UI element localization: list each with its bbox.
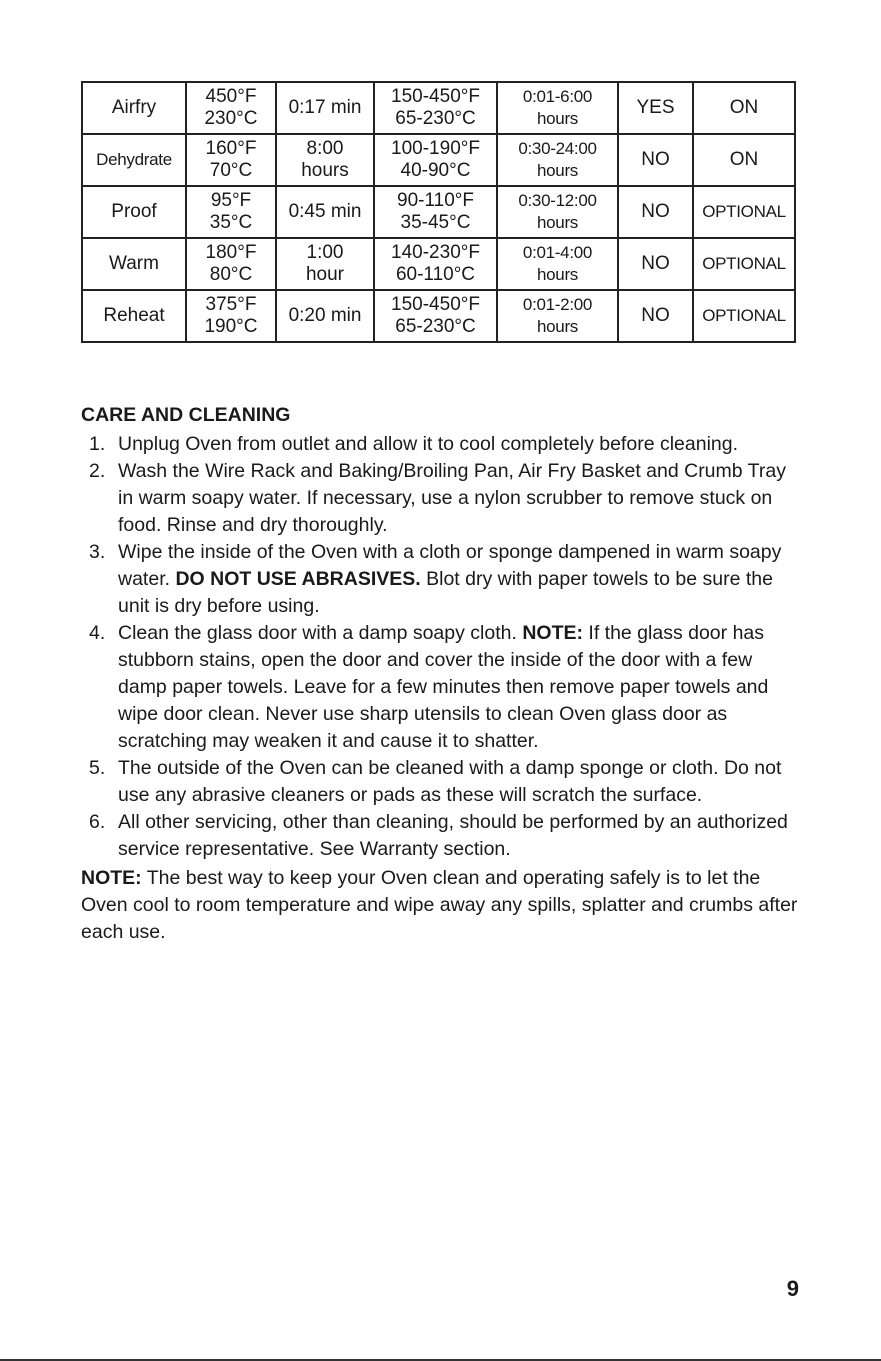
- temp-range-cell-line: 90-110°F: [397, 190, 474, 211]
- function-cell: Reheat: [82, 290, 186, 342]
- function-cell: Dehydrate: [82, 134, 186, 186]
- temp-range-cell: [374, 290, 497, 342]
- step-emphasis: NOTE:: [522, 622, 583, 644]
- care-step: [81, 539, 801, 620]
- time-range-cell-line: hours: [536, 109, 579, 128]
- function-cell: Proof: [82, 186, 186, 238]
- default-temp-cell-line: 160°F: [205, 138, 257, 159]
- default-temp-cell-line: 180°F: [205, 242, 257, 263]
- default-temp-cell-line: 190°C: [204, 316, 258, 337]
- note-label: NOTE:: [81, 867, 142, 889]
- care-note: [81, 865, 801, 946]
- temp-range-cell-line: 100-190°F: [391, 138, 480, 159]
- light-cell: ON: [693, 134, 795, 186]
- care-step: [81, 458, 801, 539]
- temp-range-cell-line: 65-230°C: [395, 316, 476, 337]
- step-number: 6.: [89, 811, 106, 833]
- fan-cell: NO: [618, 290, 693, 342]
- default-temp-cell-line: 95°F: [210, 190, 252, 211]
- section-heading: CARE AND CLEANING: [81, 404, 291, 426]
- default-time-cell-line: 8:00: [306, 138, 344, 159]
- step-text: Wash the Wire Rack and Baking/Broiling Pan, Air Fry Basket and Crumb Tray in warm soapy water. If necessary, use a nylon scrubber to remove stuck on food. Rinse and dry thoroughly.: [118, 460, 786, 536]
- step-emphasis: DO NOT USE ABRASIVES.: [175, 568, 421, 590]
- default-temp-cell: [186, 290, 276, 342]
- default-time-cell: [276, 238, 374, 290]
- time-range-cell: [497, 238, 618, 290]
- fan-cell: YES: [618, 82, 693, 134]
- table-row: [82, 238, 795, 290]
- fan-cell: NO: [618, 186, 693, 238]
- default-temp-cell: [186, 186, 276, 238]
- time-range-cell-line: 0:01-6:00: [522, 87, 593, 106]
- light-cell: OPTIONAL: [693, 238, 795, 290]
- time-range-cell: [497, 82, 618, 134]
- table-row: [82, 186, 795, 238]
- time-range-cell-line: 0:01-4:00: [522, 243, 593, 262]
- light-cell: ON: [693, 82, 795, 134]
- table-row: [82, 290, 795, 342]
- default-time-cell: [276, 82, 374, 134]
- temp-range-cell-line: 140-230°F: [391, 242, 480, 263]
- table-body: [82, 82, 795, 342]
- function-cell: Airfry: [82, 82, 186, 134]
- cooking-settings-table: [81, 81, 796, 343]
- temp-range-cell-line: 150-450°F: [391, 86, 480, 107]
- time-range-cell-line: 0:01-2:00: [522, 295, 593, 314]
- temp-range-cell-line: 40-90°C: [400, 160, 471, 181]
- default-time-cell-line: 0:17 min: [288, 97, 362, 118]
- step-text: The outside of the Oven can be cleaned with a damp sponge or cloth. Do not use any abrasive cleaners or pads as these will scratch the surface.: [118, 757, 782, 806]
- table-row: [82, 134, 795, 186]
- fan-cell: NO: [618, 238, 693, 290]
- default-time-cell: [276, 290, 374, 342]
- default-time-cell-line: hours: [301, 160, 349, 181]
- default-time-cell-line: 0:20 min: [288, 305, 362, 326]
- default-temp-cell-line: 35°C: [209, 212, 253, 233]
- step-text: All other servicing, other than cleaning, should be performed by an authorized service representative. See Warranty section.: [118, 811, 788, 860]
- default-temp-cell: [186, 238, 276, 290]
- step-number: 2.: [89, 460, 106, 482]
- time-range-cell: [497, 134, 618, 186]
- default-time-cell: [276, 134, 374, 186]
- step-text: Clean the glass door with a damp soapy cloth.: [118, 622, 523, 644]
- default-time-cell-line: 0:45 min: [288, 201, 362, 222]
- default-temp-cell-line: 375°F: [205, 294, 257, 315]
- step-text: Blot dry with paper towels to be sure the unit is dry before using.: [118, 568, 773, 617]
- default-temp-cell-line: 70°C: [209, 160, 253, 181]
- temp-range-cell-line: 35-45°C: [400, 212, 471, 233]
- step-text: Unplug Oven from outlet and allow it to cool completely before cleaning.: [118, 433, 739, 455]
- default-time-cell: [276, 186, 374, 238]
- default-temp-cell-line: 230°C: [204, 108, 258, 129]
- default-temp-cell: [186, 82, 276, 134]
- time-range-cell-line: hours: [536, 317, 579, 336]
- fan-cell: NO: [618, 134, 693, 186]
- time-range-cell-line: 0:30-12:00: [518, 191, 597, 210]
- default-time-cell-line: 1:00: [306, 242, 344, 263]
- temp-range-cell-line: 150-450°F: [391, 294, 480, 315]
- table-row: [82, 82, 795, 134]
- time-range-cell-line: hours: [536, 265, 579, 284]
- care-step: [81, 620, 801, 755]
- care-step: [81, 809, 801, 863]
- step-text: If the glass door has stubborn stains, open the door and cover the inside of the door with a few damp paper towels. Leave for a few minutes then remove paper towels and wipe door clean. Never use sharp utensils to clean Oven glass door as scratching may weaken it and cause it to shatter.: [118, 622, 769, 752]
- care-instructions-list: [81, 431, 801, 863]
- step-number: 5.: [89, 757, 106, 779]
- temp-range-cell: [374, 238, 497, 290]
- time-range-cell: [497, 290, 618, 342]
- default-temp-cell-line: 450°F: [205, 86, 257, 107]
- temp-range-cell: [374, 134, 497, 186]
- function-cell: Warm: [82, 238, 186, 290]
- care-step: [81, 755, 801, 809]
- default-temp-cell-line: 80°C: [209, 264, 253, 285]
- light-cell: OPTIONAL: [693, 186, 795, 238]
- time-range-cell-line: hours: [536, 213, 579, 232]
- note-text: The best way to keep your Oven clean and operating safely is to let the Oven cool to room temperature and wipe away any spills, splatter and crumbs after each use.: [81, 867, 798, 943]
- page-number: 9: [786, 1276, 799, 1301]
- time-range-cell-line: 0:30-24:00: [518, 139, 597, 158]
- care-and-cleaning-section: [81, 402, 801, 946]
- default-temp-cell: [186, 134, 276, 186]
- temp-range-cell: [374, 186, 497, 238]
- time-range-cell: [497, 186, 618, 238]
- care-step: [81, 431, 801, 458]
- temp-range-cell-line: 60-110°C: [395, 264, 476, 285]
- temp-range-cell-line: 65-230°C: [395, 108, 476, 129]
- step-number: 4.: [89, 622, 106, 644]
- step-text: Wipe the inside of the Oven with a cloth or sponge dampened in warm soapy water.: [118, 541, 782, 590]
- step-number: 3.: [89, 541, 106, 563]
- default-time-cell-line: hour: [305, 264, 345, 285]
- time-range-cell-line: hours: [536, 161, 579, 180]
- temp-range-cell: [374, 82, 497, 134]
- step-number: 1.: [89, 433, 106, 455]
- light-cell: OPTIONAL: [693, 290, 795, 342]
